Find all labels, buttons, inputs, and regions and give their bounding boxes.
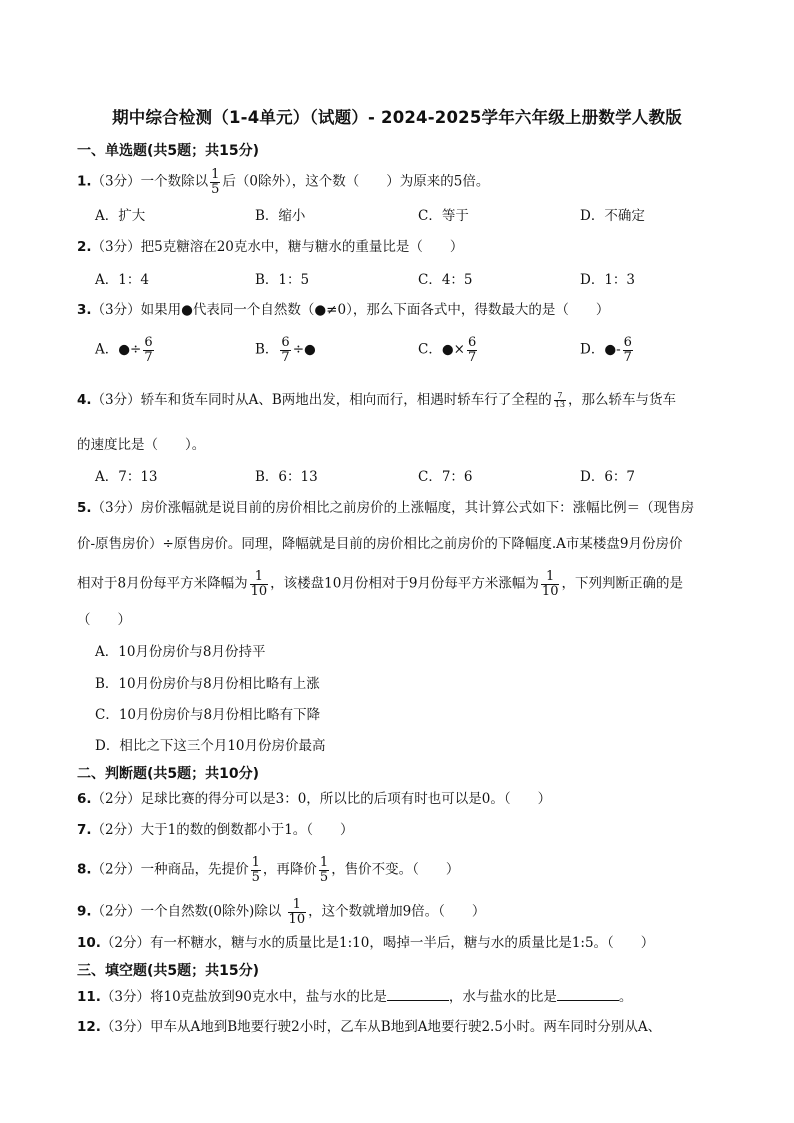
question-number: 9. — [77, 903, 92, 920]
fraction: $\frac{1}{10}$ — [541, 569, 559, 599]
question-5 — [77, 498, 694, 518]
question-text: （2分）有一杯糖水，糖与水的质量比是1:10，喝掉一半后，糖与水的质量比是1:5。（ ） — [100, 935, 655, 951]
question-12 — [77, 1017, 661, 1037]
option-d: D．6：7 — [580, 469, 636, 485]
fraction: $\frac{1}{5}$ — [211, 167, 220, 197]
option-c: C．●× $\frac{6}{7}$ — [418, 335, 477, 365]
question-text: （2分）足球比赛的得分可以是3：0，所以比的后项有时也可以是0。（ ） — [91, 791, 552, 807]
section-heading-true-false: 二、判断题(共5题；共10分) — [77, 766, 260, 782]
option-b: B．10月份房价与8月份相比略有上涨 — [95, 676, 320, 692]
question-number: 10. — [77, 935, 101, 951]
options-row — [95, 206, 745, 230]
question-11: 11.（3分）将10克盐放到90克水中，盐与水的比是 ，水与盐水的比是 。 — [77, 986, 632, 1007]
fraction: $\frac{6}{7}$ — [623, 335, 632, 365]
question-7 — [77, 820, 354, 840]
question-8: 8.（2分）一种商品，先提价 $\frac{1}{5}$ ，再降价 $\frac{1}{5}$ ，售价不变。（ ） — [77, 855, 460, 885]
options-row — [95, 336, 745, 368]
question-10 — [77, 933, 654, 953]
option-b: B．1：5 — [255, 272, 310, 288]
question-number: 3. — [77, 302, 92, 318]
question-text: ，那么轿车与货车 — [567, 392, 676, 408]
option-d: D．相比之下这三个月10月份房价最高 — [95, 738, 326, 754]
fraction: $\frac{6}{7}$ — [144, 335, 153, 365]
question-5-line-3: 相对于8月份每平方米降幅为 $\frac{1}{10}$ ，该楼盘10月份相对于9月份每平方米涨幅为 $\frac{1}{10}$ ，下列判断正确的是 — [77, 569, 683, 599]
answer-blank[interactable] — [387, 986, 449, 1001]
question-text: （3分）如果用●代表同一个自然数（●≠0），那么下面各式中，得数最大的是（ ） — [91, 302, 610, 318]
question-6 — [77, 789, 551, 809]
question-number: 1. — [77, 173, 92, 190]
question-5-line-2: 价-原售房价）÷原售房价。同理，降幅就是目前的房价相比之前房价的下降幅度.A市某楼盘9月份房价 — [77, 536, 683, 552]
question-number: 5. — [77, 500, 92, 516]
option-a: A．扩大 — [95, 208, 146, 224]
question-text: 后（0除外），这个数（ ）为原来的5倍。 — [222, 173, 490, 190]
fraction: $\frac{7}{13}$ — [554, 390, 565, 409]
option-b: B． $\frac{6}{7}$ ÷● — [255, 335, 316, 365]
fraction: $\frac{1}{10}$ — [250, 569, 268, 599]
fraction: $\frac{1}{5}$ — [251, 855, 260, 885]
option-c: C．4：5 — [418, 272, 473, 288]
question-text: （3分）轿车和货车同时从A、B两地出发，相向而行，相遇时轿车行了全程的 — [91, 392, 552, 408]
option-c: C．10月份房价与8月份相比略有下降 — [95, 707, 321, 723]
option-a: A．7：13 — [95, 469, 158, 485]
option-d: D．1：3 — [580, 272, 636, 288]
question-number: 4. — [77, 392, 92, 408]
fraction: $\frac{6}{7}$ — [281, 335, 290, 365]
section-heading-fill-blank: 三、填空题(共5题；共15分) — [77, 963, 260, 979]
question-number: 7. — [77, 822, 92, 838]
question-text: （3分）房价涨幅就是说目前的房价相比之前房价的上涨幅度，其计算公式如下：涨幅比例＝（现售房 — [91, 500, 695, 516]
fraction: $\frac{1}{5}$ — [319, 855, 329, 885]
option-a: A．●÷ $\frac{6}{7}$ — [95, 335, 153, 365]
options-row — [95, 270, 745, 294]
option-b: B．缩小 — [255, 208, 306, 224]
page-title: 期中综合检测（1-4单元）（试题）- 2024-2025学年六年级上册数学人教版 — [112, 108, 682, 127]
question-text: （3分）甲车从A地到B地要行驶2小时，乙车从B地到A地要行驶2.5小时。两车同时分别从A、 — [100, 1019, 662, 1035]
question-1 — [77, 168, 489, 196]
question-number: 8. — [77, 861, 92, 878]
question-number: 11. — [77, 989, 101, 1005]
question-text: （3分）一个数除以 — [91, 173, 209, 190]
answer-blank[interactable] — [557, 986, 619, 1001]
fraction: $\frac{1}{10}$ — [288, 897, 306, 927]
option-c: C．7：6 — [418, 469, 473, 485]
options-row — [95, 467, 745, 491]
question-number: 2. — [77, 239, 92, 255]
question-3 — [77, 300, 609, 320]
question-number: 6. — [77, 791, 92, 807]
question-4 — [77, 390, 676, 410]
question-number: 12. — [77, 1019, 101, 1035]
question-text: （2分）大于1的数的倒数都小于1。（ ） — [91, 822, 354, 838]
section-heading-single-choice: 一、单选题(共5题；共15分) — [77, 143, 260, 159]
fraction: $\frac{6}{7}$ — [467, 335, 477, 365]
option-a: A．1：4 — [95, 272, 149, 288]
option-c: C．等于 — [418, 208, 469, 224]
option-d: D．●- $\frac{6}{7}$ — [580, 335, 632, 365]
question-4-cont: 的速度比是（ ）。 — [77, 437, 206, 453]
question-5-line-4: （ ） — [77, 612, 131, 628]
question-2 — [77, 237, 463, 257]
question-9: 9.（2分）一个自然数(0除外)除以 $\frac{1}{10}$ ，这个数就增加9倍。（ ） — [77, 897, 486, 927]
question-text: （3分）把5克糖溶在20克水中，糖与糖水的重量比是（ ） — [91, 239, 464, 255]
option-b: B．6：13 — [255, 469, 318, 485]
option-d: D．不确定 — [580, 208, 645, 224]
option-a: A．10月份房价与8月份持平 — [95, 644, 266, 660]
